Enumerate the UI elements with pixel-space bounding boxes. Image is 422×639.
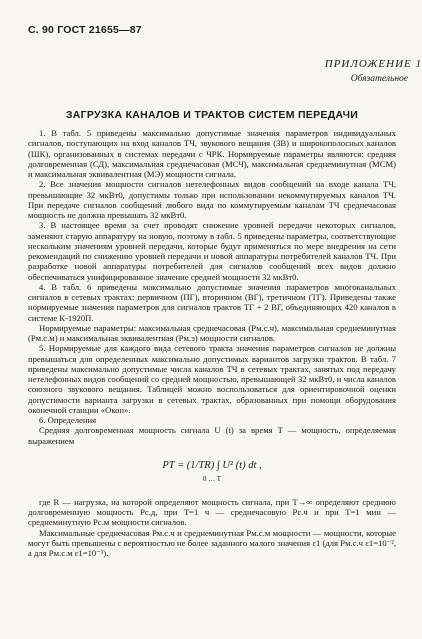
formula-expression: PT = (1/TR) ∫ U² (t) dt , bbox=[162, 459, 262, 471]
paragraph-3: 3. В настоящее время за счет проводят снижение уровней передачи некоторых сигналов, заменяют старую аппаратуру на новую, поэтому в табл. 5 приведены параметры, соответствующие нескольким значениям уровней передачи, которые будут применяться по мере внедрения на сети рекомендаций по снижению уровней передачи и новой аппаратуры потребителей каналов ТЧ. При разработке новой аппаратуры потребителей для сигналов сообщений всех видов должно обеспечиваться унифицированное значение средней мощности 32 мкВт0. bbox=[28, 220, 396, 282]
page-reference: С. 90 ГОСТ 21655—87 bbox=[28, 24, 142, 36]
paragraph-5: 5. Нормируемые для каждого вида сетевого тракта значения параметров сигналов не должны превышаться для определенных максимально допустимых вариантов загрузки трактов. В табл. 7 приведены максимально допустимые числа каналов ТЧ в сетевых трактах, занятых под передачу нетелефонных видов сообщений со средней мощностью, превышающей 32 мкВт0, и числа каналов союзного звукового вещания. Таблицей можно воспользоваться для ориентировочной оценки допустимости варианта загрузки в сетевых трактах, образованных при помощи оборудования оконечной станции «Окоп». bbox=[28, 343, 396, 415]
paragraph-max-power: Максимальные среднечасовая Pм.с.ч и среднеминутная Pм.с.м мощности — мощности, которые могут быть превышены с вероятностью не более заданного малого значения ε1 (для Pм.с.ч ε1=10⁻², а для Pм.с.м ε1=10⁻³). bbox=[28, 527, 396, 558]
page-header bbox=[28, 24, 396, 38]
appendix-title: ПРИЛОЖЕНИЕ 1 bbox=[324, 58, 422, 70]
paragraph-6-definition: Средняя долговременная мощность сигнала U (t) за время T — мощность, определяемая выражением bbox=[28, 425, 396, 446]
paragraph-4-params: Нормируемые параметры: максимальная среднечасовая (Pм.с.ч), максимальная среднеминутная (Pм.с.м) и максимальная эквивалентная (Pм.э) мощности сигналов. bbox=[28, 322, 396, 343]
paragraph-after-formula: где R — нагрузка, на которой определяют мощность сигнала, при T→∞ определяют среднюю долговременную мощность Pс.д, при T=1 ч — среднечасовую Pс.ч и при T=1 мин — среднеминутную Pс.м мощности сигналов. bbox=[28, 496, 396, 528]
document-title: ЗАГРУЗКА КАНАЛОВ И ТРАКТОВ СИСТЕМ ПЕРЕДАЧИ bbox=[65, 109, 359, 121]
appendix-subtitle: Обязательное bbox=[350, 74, 408, 84]
paragraph-6-heading: 6. Определения bbox=[39, 415, 97, 425]
power-formula bbox=[28, 460, 396, 485]
paragraph-2: 2. Все значения мощности сигналов нетелефонных видов сообщений на входе канала ТЧ, превышающие 32 мкВт0, допустимы только при использовании некоммутируемых каналов ТЧ. При передаче сигналов сообщений любого вида по коммутируемым каналам ТЧ среднечасовая мощность не должна превышать 32 мкВт0. bbox=[28, 179, 396, 220]
paragraph-1: 1. В табл. 5 приведены максимально допустимые значения параметров индивидуальных сигналов, поступающих на вход каналов ТЧ, звукового вещания (ЗВ) и широкополосных каналов (ШК), организованных в системах передачи с ЧРК. Нормируемые параметры являются: средняя долговременная (СД), максимальная среднечасовая (МСЧ), максимальная среднеминутная (МСМ) и максимальная эквивалентная (МЭ) мощности сигнала. bbox=[28, 128, 396, 179]
paragraph-4: 4. В табл. 6 приведены максимально допустимые значения параметров многоканальных сигналов в сетевых трактах: первичном (ПГ), вторичном (ВГ), третичном (ТГ). Приведены также нормируемые значения параметров для сигналов трактов ТГ + 2 ВГ, объединяющих 420 каналов в системе К-1920П. bbox=[28, 281, 396, 323]
document-body bbox=[28, 128, 396, 558]
formula-limits: 0 … T bbox=[202, 474, 222, 483]
